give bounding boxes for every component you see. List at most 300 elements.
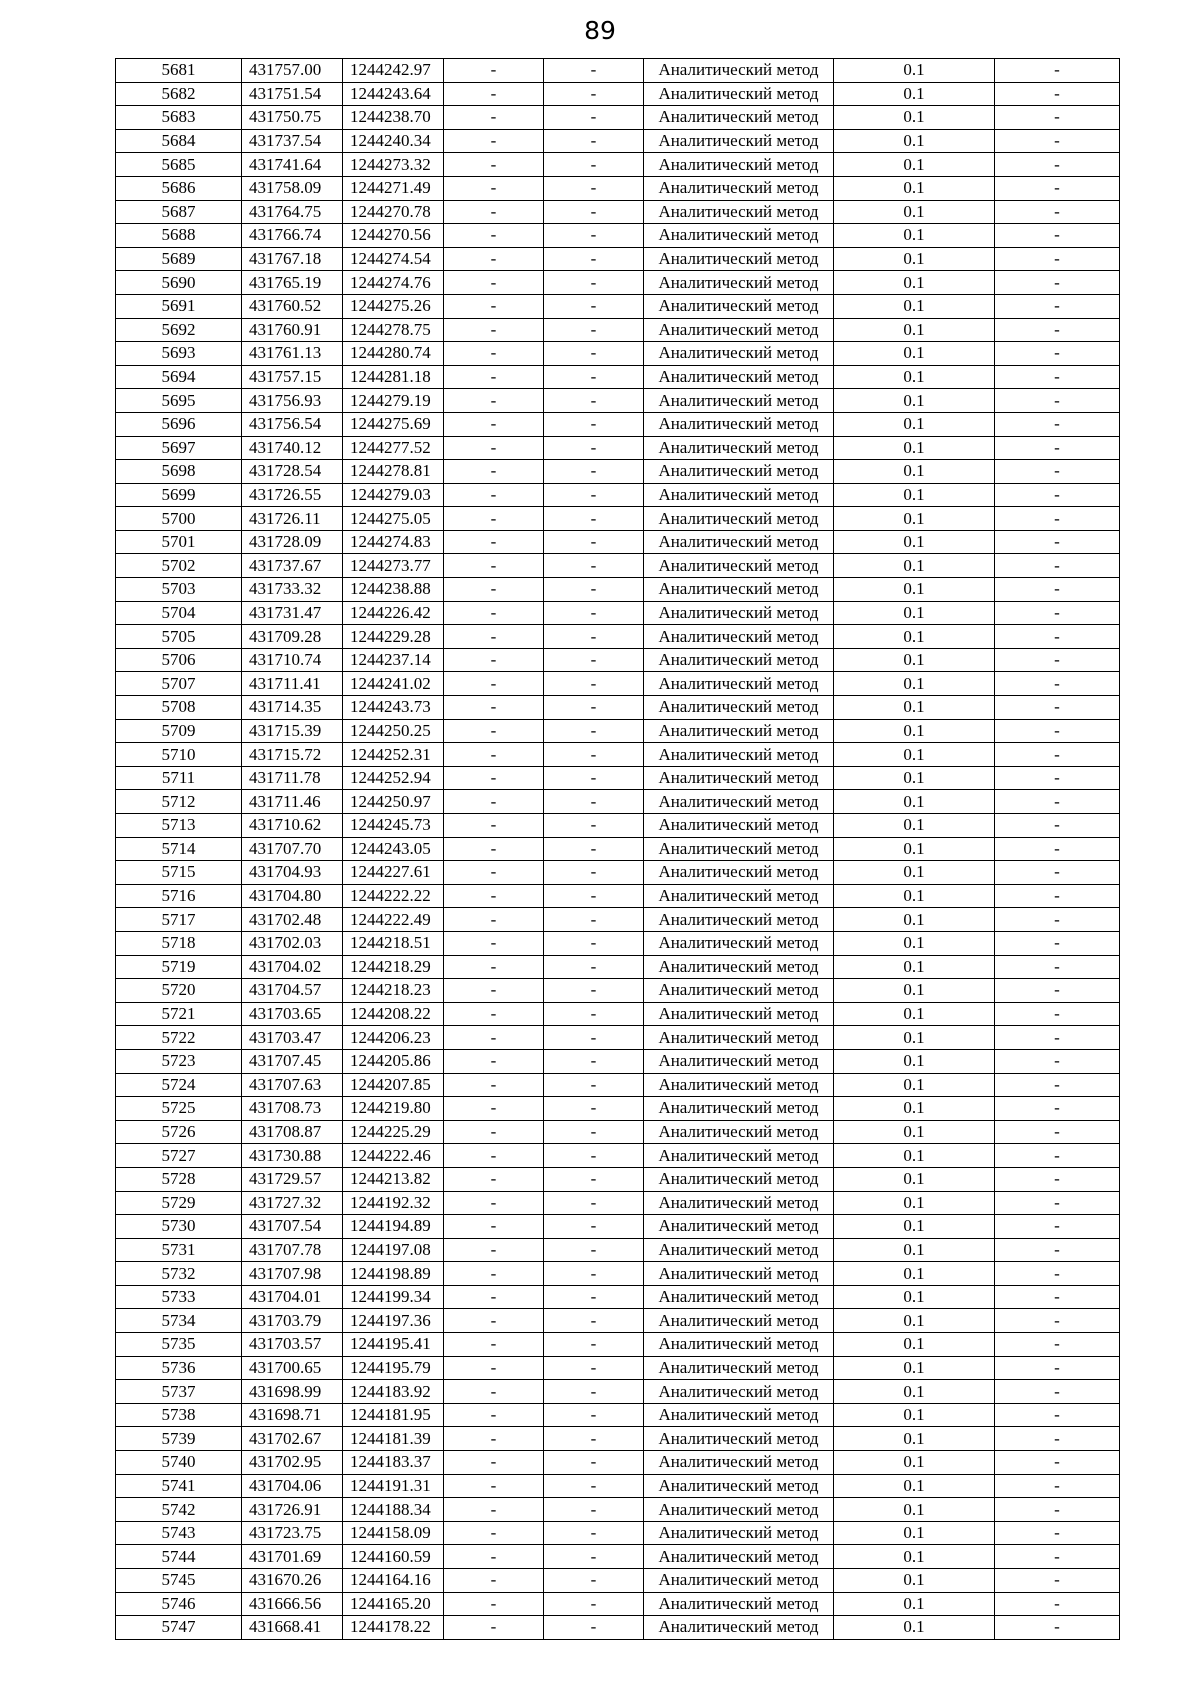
method-cell: Аналитический метод xyxy=(644,790,834,814)
empty-cell-b: - xyxy=(544,884,644,908)
accuracy-cell: 0.1 xyxy=(834,106,995,130)
empty-cell-b: - xyxy=(544,224,644,248)
accuracy-cell: 0.1 xyxy=(834,861,995,885)
note-cell: - xyxy=(995,342,1120,366)
empty-cell-a: - xyxy=(444,1356,544,1380)
empty-cell-b: - xyxy=(544,814,644,838)
note-cell: - xyxy=(995,601,1120,625)
accuracy-cell: 0.1 xyxy=(834,1215,995,1239)
table-row xyxy=(116,1215,1120,1239)
empty-cell-b: - xyxy=(544,1356,644,1380)
x-coordinate-cell: 431726.55 xyxy=(242,483,343,507)
empty-cell-b: - xyxy=(544,412,644,436)
table-row xyxy=(116,1097,1120,1121)
table-row xyxy=(116,460,1120,484)
point-number-cell: 5723 xyxy=(116,1049,242,1073)
empty-cell-a: - xyxy=(444,507,544,531)
point-number-cell: 5711 xyxy=(116,766,242,790)
method-cell: Аналитический метод xyxy=(644,908,834,932)
note-cell: - xyxy=(995,1498,1120,1522)
note-cell: - xyxy=(995,1592,1120,1616)
empty-cell-b: - xyxy=(544,1026,644,1050)
table-row xyxy=(116,247,1120,271)
y-coordinate-cell: 1244205.86 xyxy=(343,1049,444,1073)
note-cell: - xyxy=(995,743,1120,767)
y-coordinate-cell: 1244165.20 xyxy=(343,1592,444,1616)
point-number-cell: 5703 xyxy=(116,578,242,602)
point-number-cell: 5705 xyxy=(116,625,242,649)
note-cell: - xyxy=(995,625,1120,649)
accuracy-cell: 0.1 xyxy=(834,483,995,507)
point-number-cell: 5707 xyxy=(116,672,242,696)
table-row xyxy=(116,861,1120,885)
table-row xyxy=(116,1238,1120,1262)
note-cell: - xyxy=(995,1545,1120,1569)
empty-cell-a: - xyxy=(444,412,544,436)
y-coordinate-cell: 1244181.39 xyxy=(343,1427,444,1451)
accuracy-cell: 0.1 xyxy=(834,908,995,932)
point-number-cell: 5696 xyxy=(116,412,242,436)
accuracy-cell: 0.1 xyxy=(834,530,995,554)
point-number-cell: 5740 xyxy=(116,1451,242,1475)
empty-cell-a: - xyxy=(444,1403,544,1427)
point-number-cell: 5727 xyxy=(116,1144,242,1168)
x-coordinate-cell: 431760.52 xyxy=(242,294,343,318)
y-coordinate-cell: 1244243.73 xyxy=(343,696,444,720)
note-cell: - xyxy=(995,365,1120,389)
empty-cell-b: - xyxy=(544,271,644,295)
note-cell: - xyxy=(995,955,1120,979)
accuracy-cell: 0.1 xyxy=(834,790,995,814)
method-cell: Аналитический метод xyxy=(644,1333,834,1357)
y-coordinate-cell: 1244243.64 xyxy=(343,82,444,106)
accuracy-cell: 0.1 xyxy=(834,271,995,295)
empty-cell-a: - xyxy=(444,979,544,1003)
empty-cell-a: - xyxy=(444,1120,544,1144)
accuracy-cell: 0.1 xyxy=(834,342,995,366)
x-coordinate-cell: 431707.63 xyxy=(242,1073,343,1097)
point-number-cell: 5739 xyxy=(116,1427,242,1451)
empty-cell-a: - xyxy=(444,1285,544,1309)
empty-cell-a: - xyxy=(444,1569,544,1593)
accuracy-cell: 0.1 xyxy=(834,224,995,248)
x-coordinate-cell: 431761.13 xyxy=(242,342,343,366)
x-coordinate-cell: 431731.47 xyxy=(242,601,343,625)
empty-cell-b: - xyxy=(544,601,644,625)
empty-cell-b: - xyxy=(544,648,644,672)
note-cell: - xyxy=(995,1238,1120,1262)
table-row xyxy=(116,294,1120,318)
empty-cell-b: - xyxy=(544,176,644,200)
y-coordinate-cell: 1244274.83 xyxy=(343,530,444,554)
method-cell: Аналитический метод xyxy=(644,837,834,861)
y-coordinate-cell: 1244271.49 xyxy=(343,176,444,200)
table-row xyxy=(116,743,1120,767)
note-cell: - xyxy=(995,884,1120,908)
empty-cell-a: - xyxy=(444,82,544,106)
empty-cell-b: - xyxy=(544,672,644,696)
method-cell: Аналитический метод xyxy=(644,766,834,790)
note-cell: - xyxy=(995,247,1120,271)
accuracy-cell: 0.1 xyxy=(834,1451,995,1475)
method-cell: Аналитический метод xyxy=(644,719,834,743)
method-cell: Аналитический метод xyxy=(644,672,834,696)
x-coordinate-cell: 431702.48 xyxy=(242,908,343,932)
table-row xyxy=(116,483,1120,507)
table-row xyxy=(116,318,1120,342)
point-number-cell: 5701 xyxy=(116,530,242,554)
y-coordinate-cell: 1244250.97 xyxy=(343,790,444,814)
method-cell: Аналитический метод xyxy=(644,696,834,720)
empty-cell-a: - xyxy=(444,1521,544,1545)
point-number-cell: 5728 xyxy=(116,1167,242,1191)
accuracy-cell: 0.1 xyxy=(834,931,995,955)
accuracy-cell: 0.1 xyxy=(834,1616,995,1640)
x-coordinate-cell: 431741.64 xyxy=(242,153,343,177)
table-row xyxy=(116,1569,1120,1593)
empty-cell-b: - xyxy=(544,1238,644,1262)
method-cell: Аналитический метод xyxy=(644,1002,834,1026)
empty-cell-b: - xyxy=(544,1097,644,1121)
x-coordinate-cell: 431730.88 xyxy=(242,1144,343,1168)
y-coordinate-cell: 1244278.75 xyxy=(343,318,444,342)
point-number-cell: 5714 xyxy=(116,837,242,861)
y-coordinate-cell: 1244158.09 xyxy=(343,1521,444,1545)
empty-cell-a: - xyxy=(444,861,544,885)
method-cell: Аналитический метод xyxy=(644,1498,834,1522)
y-coordinate-cell: 1244243.05 xyxy=(343,837,444,861)
y-coordinate-cell: 1244218.29 xyxy=(343,955,444,979)
point-number-cell: 5732 xyxy=(116,1262,242,1286)
x-coordinate-cell: 431767.18 xyxy=(242,247,343,271)
method-cell: Аналитический метод xyxy=(644,129,834,153)
method-cell: Аналитический метод xyxy=(644,648,834,672)
empty-cell-a: - xyxy=(444,766,544,790)
method-cell: Аналитический метод xyxy=(644,153,834,177)
method-cell: Аналитический метод xyxy=(644,318,834,342)
point-number-cell: 5690 xyxy=(116,271,242,295)
empty-cell-a: - xyxy=(444,365,544,389)
method-cell: Аналитический метод xyxy=(644,979,834,1003)
point-number-cell: 5730 xyxy=(116,1215,242,1239)
method-cell: Аналитический метод xyxy=(644,1073,834,1097)
y-coordinate-cell: 1244278.81 xyxy=(343,460,444,484)
x-coordinate-cell: 431698.99 xyxy=(242,1380,343,1404)
x-coordinate-cell: 431704.02 xyxy=(242,955,343,979)
note-cell: - xyxy=(995,1427,1120,1451)
table-row xyxy=(116,1285,1120,1309)
y-coordinate-cell: 1244240.34 xyxy=(343,129,444,153)
y-coordinate-cell: 1244222.49 xyxy=(343,908,444,932)
table-row xyxy=(116,1592,1120,1616)
x-coordinate-cell: 431726.91 xyxy=(242,1498,343,1522)
table-row xyxy=(116,931,1120,955)
table-row xyxy=(116,790,1120,814)
accuracy-cell: 0.1 xyxy=(834,318,995,342)
accuracy-cell: 0.1 xyxy=(834,1285,995,1309)
empty-cell-b: - xyxy=(544,766,644,790)
note-cell: - xyxy=(995,1002,1120,1026)
y-coordinate-cell: 1244226.42 xyxy=(343,601,444,625)
point-number-cell: 5693 xyxy=(116,342,242,366)
accuracy-cell: 0.1 xyxy=(834,176,995,200)
note-cell: - xyxy=(995,979,1120,1003)
table-row xyxy=(116,389,1120,413)
empty-cell-b: - xyxy=(544,743,644,767)
empty-cell-a: - xyxy=(444,460,544,484)
method-cell: Аналитический метод xyxy=(644,507,834,531)
table-row xyxy=(116,1403,1120,1427)
table-row xyxy=(116,200,1120,224)
table-row xyxy=(116,719,1120,743)
accuracy-cell: 0.1 xyxy=(834,1120,995,1144)
accuracy-cell: 0.1 xyxy=(834,436,995,460)
note-cell: - xyxy=(995,1451,1120,1475)
point-number-cell: 5735 xyxy=(116,1333,242,1357)
empty-cell-b: - xyxy=(544,507,644,531)
point-number-cell: 5737 xyxy=(116,1380,242,1404)
x-coordinate-cell: 431765.19 xyxy=(242,271,343,295)
empty-cell-b: - xyxy=(544,696,644,720)
x-coordinate-cell: 431756.93 xyxy=(242,389,343,413)
method-cell: Аналитический метод xyxy=(644,1521,834,1545)
empty-cell-a: - xyxy=(444,224,544,248)
empty-cell-a: - xyxy=(444,696,544,720)
x-coordinate-cell: 431723.75 xyxy=(242,1521,343,1545)
accuracy-cell: 0.1 xyxy=(834,578,995,602)
accuracy-cell: 0.1 xyxy=(834,1049,995,1073)
accuracy-cell: 0.1 xyxy=(834,412,995,436)
x-coordinate-cell: 431670.26 xyxy=(242,1569,343,1593)
x-coordinate-cell: 431710.62 xyxy=(242,814,343,838)
empty-cell-a: - xyxy=(444,294,544,318)
x-coordinate-cell: 431702.67 xyxy=(242,1427,343,1451)
y-coordinate-cell: 1244197.08 xyxy=(343,1238,444,1262)
table-row xyxy=(116,1356,1120,1380)
table-row xyxy=(116,530,1120,554)
y-coordinate-cell: 1244183.37 xyxy=(343,1451,444,1475)
point-number-cell: 5715 xyxy=(116,861,242,885)
empty-cell-a: - xyxy=(444,1144,544,1168)
point-number-cell: 5702 xyxy=(116,554,242,578)
point-number-cell: 5691 xyxy=(116,294,242,318)
empty-cell-b: - xyxy=(544,294,644,318)
x-coordinate-cell: 431751.54 xyxy=(242,82,343,106)
empty-cell-a: - xyxy=(444,1592,544,1616)
accuracy-cell: 0.1 xyxy=(834,1356,995,1380)
method-cell: Аналитический метод xyxy=(644,1616,834,1640)
x-coordinate-cell: 431733.32 xyxy=(242,578,343,602)
note-cell: - xyxy=(995,1191,1120,1215)
note-cell: - xyxy=(995,1073,1120,1097)
method-cell: Аналитический метод xyxy=(644,1238,834,1262)
accuracy-cell: 0.1 xyxy=(834,200,995,224)
accuracy-cell: 0.1 xyxy=(834,1026,995,1050)
empty-cell-a: - xyxy=(444,1049,544,1073)
note-cell: - xyxy=(995,1521,1120,1545)
note-cell: - xyxy=(995,1167,1120,1191)
point-number-cell: 5700 xyxy=(116,507,242,531)
method-cell: Аналитический метод xyxy=(644,1592,834,1616)
table-row xyxy=(116,271,1120,295)
note-cell: - xyxy=(995,672,1120,696)
empty-cell-b: - xyxy=(544,106,644,130)
accuracy-cell: 0.1 xyxy=(834,1262,995,1286)
x-coordinate-cell: 431709.28 xyxy=(242,625,343,649)
accuracy-cell: 0.1 xyxy=(834,719,995,743)
x-coordinate-cell: 431757.00 xyxy=(242,59,343,83)
method-cell: Аналитический метод xyxy=(644,1380,834,1404)
point-number-cell: 5686 xyxy=(116,176,242,200)
empty-cell-a: - xyxy=(444,648,544,672)
empty-cell-b: - xyxy=(544,1545,644,1569)
method-cell: Аналитический метод xyxy=(644,554,834,578)
method-cell: Аналитический метод xyxy=(644,59,834,83)
empty-cell-a: - xyxy=(444,672,544,696)
empty-cell-a: - xyxy=(444,884,544,908)
method-cell: Аналитический метод xyxy=(644,1262,834,1286)
y-coordinate-cell: 1244207.85 xyxy=(343,1073,444,1097)
empty-cell-a: - xyxy=(444,1333,544,1357)
point-number-cell: 5736 xyxy=(116,1356,242,1380)
empty-cell-b: - xyxy=(544,1215,644,1239)
table-row xyxy=(116,436,1120,460)
page-number: 89 xyxy=(584,16,616,45)
method-cell: Аналитический метод xyxy=(644,814,834,838)
note-cell: - xyxy=(995,1403,1120,1427)
table-row xyxy=(116,176,1120,200)
x-coordinate-cell: 431737.54 xyxy=(242,129,343,153)
x-coordinate-cell: 431702.95 xyxy=(242,1451,343,1475)
x-coordinate-cell: 431707.45 xyxy=(242,1049,343,1073)
x-coordinate-cell: 431760.91 xyxy=(242,318,343,342)
coordinates-table xyxy=(115,58,1120,1640)
note-cell: - xyxy=(995,412,1120,436)
accuracy-cell: 0.1 xyxy=(834,884,995,908)
x-coordinate-cell: 431707.54 xyxy=(242,1215,343,1239)
accuracy-cell: 0.1 xyxy=(834,1545,995,1569)
empty-cell-b: - xyxy=(544,979,644,1003)
note-cell: - xyxy=(995,1262,1120,1286)
note-cell: - xyxy=(995,1333,1120,1357)
x-coordinate-cell: 431708.87 xyxy=(242,1120,343,1144)
point-number-cell: 5726 xyxy=(116,1120,242,1144)
point-number-cell: 5704 xyxy=(116,601,242,625)
y-coordinate-cell: 1244274.76 xyxy=(343,271,444,295)
note-cell: - xyxy=(995,507,1120,531)
table-row xyxy=(116,696,1120,720)
x-coordinate-cell: 431668.41 xyxy=(242,1616,343,1640)
empty-cell-b: - xyxy=(544,460,644,484)
y-coordinate-cell: 1244241.02 xyxy=(343,672,444,696)
point-number-cell: 5725 xyxy=(116,1097,242,1121)
method-cell: Аналитический метод xyxy=(644,955,834,979)
y-coordinate-cell: 1244192.32 xyxy=(343,1191,444,1215)
table-row xyxy=(116,82,1120,106)
table-row xyxy=(116,884,1120,908)
note-cell: - xyxy=(995,554,1120,578)
point-number-cell: 5712 xyxy=(116,790,242,814)
accuracy-cell: 0.1 xyxy=(834,1238,995,1262)
x-coordinate-cell: 431703.47 xyxy=(242,1026,343,1050)
accuracy-cell: 0.1 xyxy=(834,1167,995,1191)
table-row xyxy=(116,601,1120,625)
empty-cell-a: - xyxy=(444,59,544,83)
note-cell: - xyxy=(995,294,1120,318)
note-cell: - xyxy=(995,1215,1120,1239)
y-coordinate-cell: 1244273.77 xyxy=(343,554,444,578)
table-row xyxy=(116,59,1120,83)
x-coordinate-cell: 431727.32 xyxy=(242,1191,343,1215)
x-coordinate-cell: 431666.56 xyxy=(242,1592,343,1616)
empty-cell-a: - xyxy=(444,1002,544,1026)
method-cell: Аналитический метод xyxy=(644,1474,834,1498)
y-coordinate-cell: 1244199.34 xyxy=(343,1285,444,1309)
empty-cell-b: - xyxy=(544,1451,644,1475)
empty-cell-b: - xyxy=(544,908,644,932)
y-coordinate-cell: 1244274.54 xyxy=(343,247,444,271)
point-number-cell: 5731 xyxy=(116,1238,242,1262)
x-coordinate-cell: 431766.74 xyxy=(242,224,343,248)
empty-cell-b: - xyxy=(544,1285,644,1309)
note-cell: - xyxy=(995,1309,1120,1333)
empty-cell-b: - xyxy=(544,1569,644,1593)
method-cell: Аналитический метод xyxy=(644,365,834,389)
point-number-cell: 5747 xyxy=(116,1616,242,1640)
accuracy-cell: 0.1 xyxy=(834,1073,995,1097)
point-number-cell: 5718 xyxy=(116,931,242,955)
empty-cell-a: - xyxy=(444,129,544,153)
table-row xyxy=(116,1521,1120,1545)
empty-cell-b: - xyxy=(544,1167,644,1191)
x-coordinate-cell: 431704.06 xyxy=(242,1474,343,1498)
note-cell: - xyxy=(995,129,1120,153)
x-coordinate-cell: 431711.46 xyxy=(242,790,343,814)
point-number-cell: 5721 xyxy=(116,1002,242,1026)
accuracy-cell: 0.1 xyxy=(834,1474,995,1498)
empty-cell-b: - xyxy=(544,861,644,885)
x-coordinate-cell: 431714.35 xyxy=(242,696,343,720)
note-cell: - xyxy=(995,1474,1120,1498)
point-number-cell: 5713 xyxy=(116,814,242,838)
note-cell: - xyxy=(995,1120,1120,1144)
method-cell: Аналитический метод xyxy=(644,342,834,366)
accuracy-cell: 0.1 xyxy=(834,672,995,696)
method-cell: Аналитический метод xyxy=(644,1026,834,1050)
note-cell: - xyxy=(995,176,1120,200)
point-number-cell: 5695 xyxy=(116,389,242,413)
table-body xyxy=(116,59,1120,1640)
point-number-cell: 5741 xyxy=(116,1474,242,1498)
table-row xyxy=(116,1073,1120,1097)
empty-cell-b: - xyxy=(544,1262,644,1286)
method-cell: Аналитический метод xyxy=(644,530,834,554)
accuracy-cell: 0.1 xyxy=(834,696,995,720)
empty-cell-a: - xyxy=(444,578,544,602)
method-cell: Аналитический метод xyxy=(644,82,834,106)
accuracy-cell: 0.1 xyxy=(834,507,995,531)
method-cell: Аналитический метод xyxy=(644,578,834,602)
table-row xyxy=(116,106,1120,130)
note-cell: - xyxy=(995,908,1120,932)
note-cell: - xyxy=(995,696,1120,720)
empty-cell-b: - xyxy=(544,554,644,578)
accuracy-cell: 0.1 xyxy=(834,129,995,153)
empty-cell-b: - xyxy=(544,1474,644,1498)
note-cell: - xyxy=(995,1026,1120,1050)
accuracy-cell: 0.1 xyxy=(834,979,995,1003)
method-cell: Аналитический метод xyxy=(644,1427,834,1451)
